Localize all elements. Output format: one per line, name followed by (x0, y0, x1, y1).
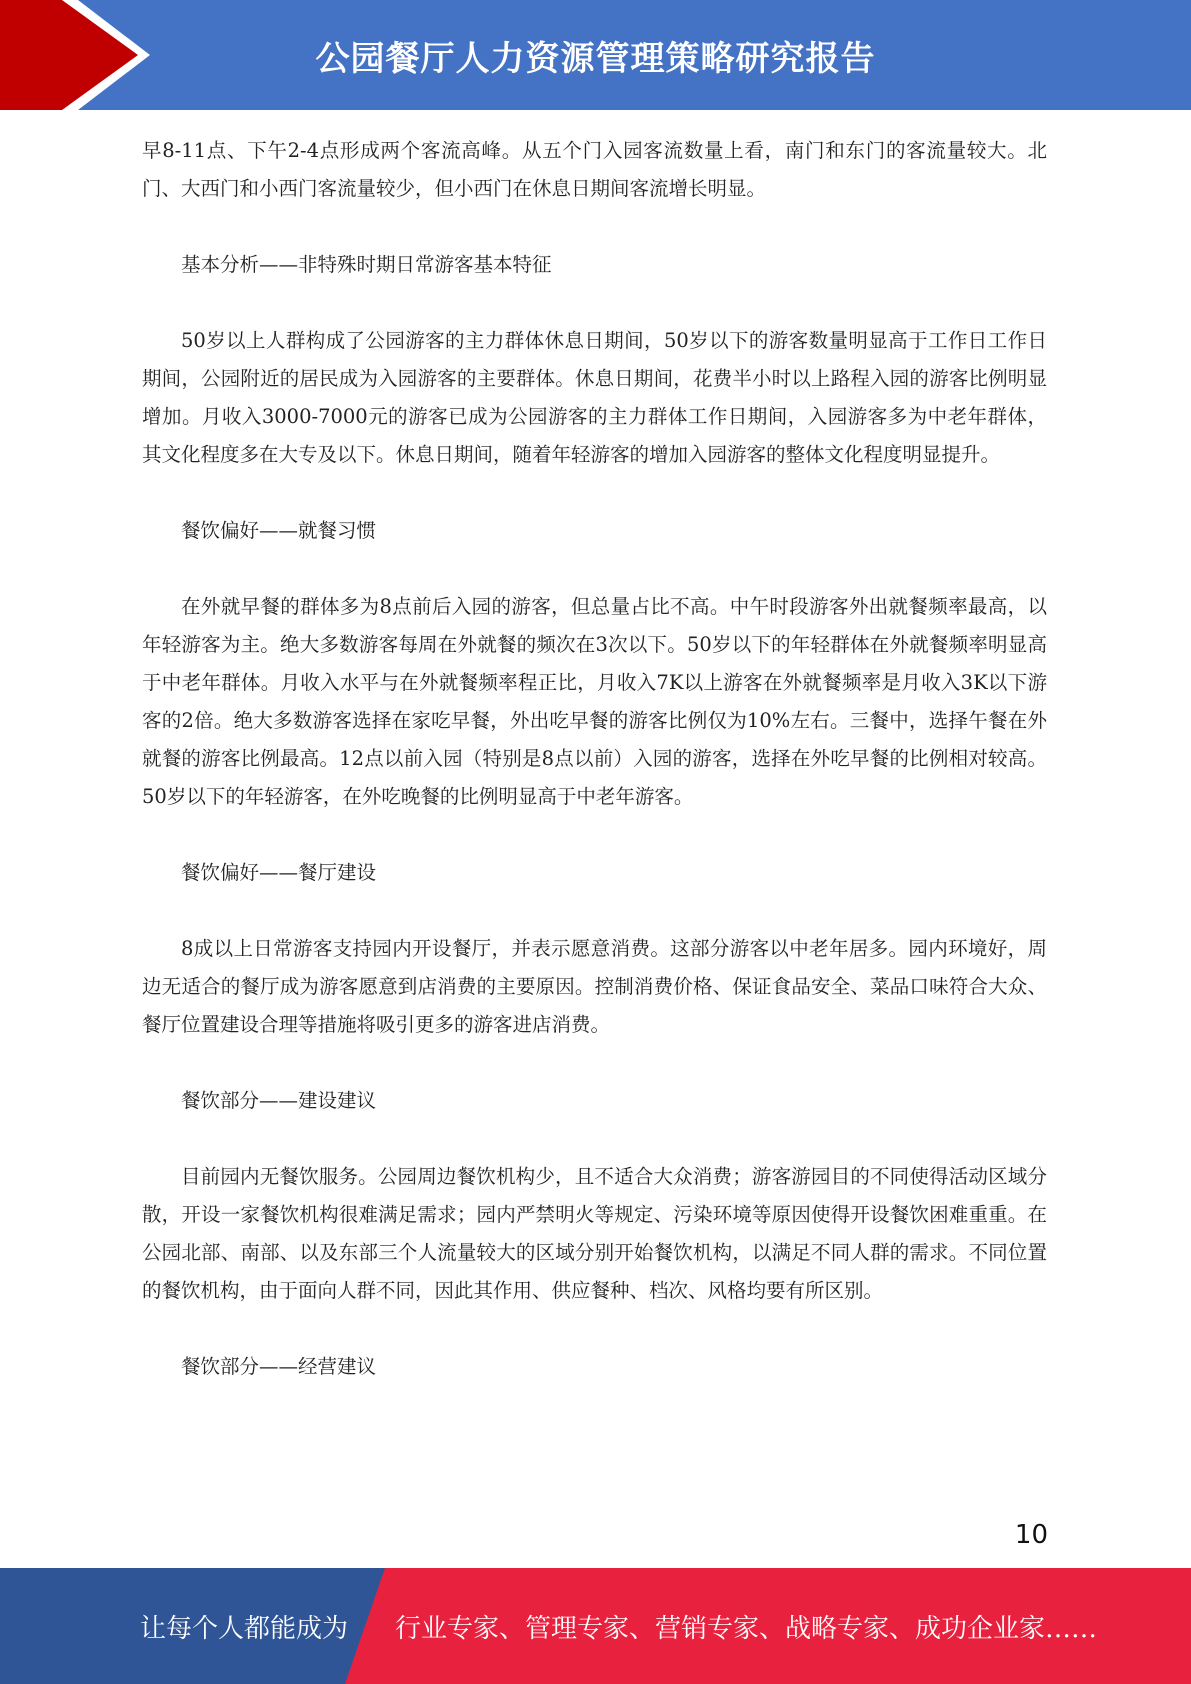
section-heading-dining-habits: 餐饮偏好——就餐习惯 (181, 519, 377, 542)
page-header (0, 0, 1191, 110)
document-body (142, 132, 1047, 1386)
footer-slogan-left: 让每个人都能成为 (140, 1613, 349, 1644)
paragraph-restaurant-building: 8成以上日常游客支持园内开设餐厅，并表示愿意消费。这部分游客以中老年居多。园内环境好，周边无适合的餐厅成为游客愿意到店消费的主要原因。控制消费价格、保证食品安全、菜品口味符合大众、餐厅位置建设合理等措施将吸引更多的游客进店消费。 (142, 937, 1047, 1036)
paragraph-visitor-flow: 早8-11点、下午2-4点形成两个客流高峰。从五个门入园客流数量上看，南门和东门的客流量较大。北门、大西门和小西门客流量较少，但小西门在休息日期间客流增长明显。 (142, 139, 1047, 200)
document-title: 公园餐厅人力资源管理策略研究报告 (315, 38, 876, 79)
section-heading-basic-analysis: 基本分析——非特殊时期日常游客基本特征 (181, 253, 552, 276)
arrow-chevron-icon (0, 0, 160, 110)
page-footer (0, 1568, 1191, 1684)
section-heading-construction-advice: 餐饮部分——建设建议 (181, 1089, 377, 1112)
paragraph-visitor-features: 50岁以上人群构成了公园游客的主力群体休息日期间，50岁以下的游客数量明显高于工作日工作日期间，公园附近的居民成为入园游客的主要群体。休息日期间，花费半小时以上路程入园的游客比例明显增加。月收入3000-7000元的游客已成为公园游客的主力群体工作日期间，入园游客多为中老年群体，其文化程度多在大专及以下。休息日期间，随着年轻游客的增加入园游客的整体文化程度明显提升。 (142, 329, 1047, 466)
page-number: 10 (1014, 1520, 1048, 1550)
section-heading-operation-advice: 餐饮部分——经营建议 (181, 1355, 377, 1378)
footer-slogan-right: 行业专家、管理专家、营销专家、战略专家、成功企业家…… (395, 1613, 1098, 1644)
paragraph-dining-habits: 在外就早餐的群体多为8点前后入园的游客，但总量占比不高。中午时段游客外出就餐频率最高，以年轻游客为主。绝大多数游客每周在外就餐的频次在3次以下。50岁以下的年轻群体在外就餐频率明显高于中老年群体。月收入水平与在外就餐频率程正比，月收入7K以上游客在外就餐频率是月收入3K以下游客的2倍。绝大多数游客选择在家吃早餐，外出吃早餐的游客比例仅为10%左右。三餐中，选择午餐在外就餐的游客比例最高。12点以前入园（特别是8点以前）入园的游客，选择在外吃早餐的比例相对较高。50岁以下的年轻游客，在外吃晚餐的比例明显高于中老年游客。 (142, 595, 1047, 808)
paragraph-construction-advice: 目前园内无餐饮服务。公园周边餐饮机构少，且不适合大众消费；游客游园目的不同使得活动区域分散，开设一家餐饮机构很难满足需求；园内严禁明火等规定、污染环境等原因使得开设餐饮困难重重。在公园北部、南部、以及东部三个人流量较大的区域分别开始餐饮机构，以满足不同人群的需求。不同位置的餐饮机构，由于面向人群不同，因此其作用、供应餐种、档次、风格均要有所区别。 (142, 1165, 1047, 1302)
section-heading-restaurant-building: 餐饮偏好——餐厅建设 (181, 861, 377, 884)
